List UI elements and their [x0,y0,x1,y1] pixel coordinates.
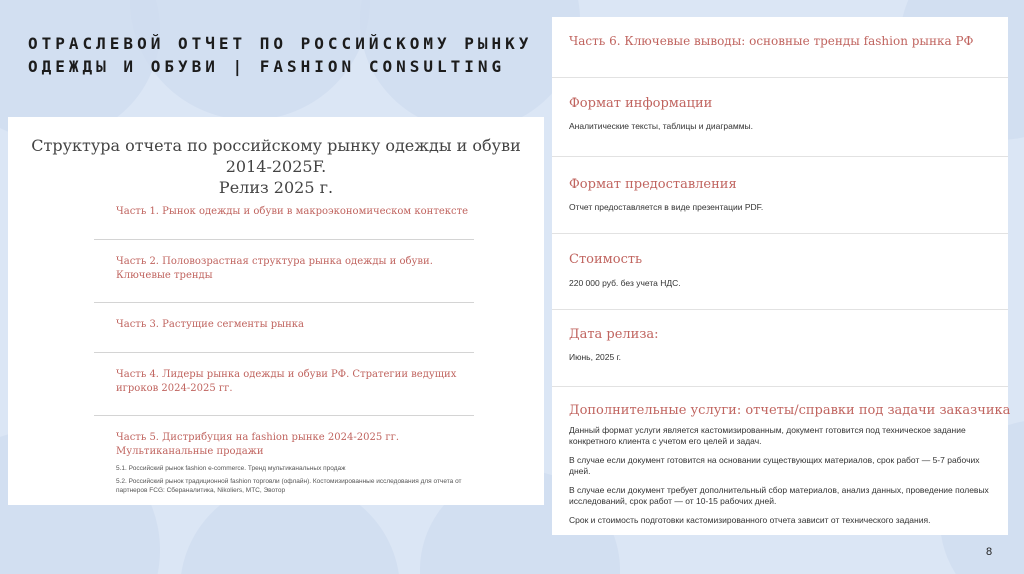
extra-services-title: Дополнительные услуги: отчеты/справки под задачи заказчика [569,403,1011,418]
divider [94,352,474,353]
section-part6 [552,17,1008,78]
divider [94,302,474,303]
toc-item-part3: Часть 3. Растущие сегменты рынка [116,319,304,330]
format-info-title: Формат информации [569,96,713,111]
section-extra-services [552,387,1011,535]
heading-line-2: Релиз 2025 г. [218,178,334,197]
divider [94,239,474,240]
extra-services-p4: Срок и стоимость подготовки кастомизированного отчета зависит от технического задания. [569,515,931,525]
toc-subitem-5-2: 5.2. Российский рынок традиционной fashion торговли (офлайн). Костомизированные исследования для отчета от партнеров FCG: Сбераналитика, Nikoliers, МТС, Эвотор [116,478,462,494]
heading-line-1: Структура отчета по российскому рынку одежды и обуви 2014-2025F. [31,136,521,176]
report-details-panel [552,17,1011,535]
divider [94,415,474,416]
page-number: 8 [986,546,993,558]
extra-services-p2: В случае если документ готовится на основании существующих материалов, срок работ — 5-7 рабочих дней. [569,455,980,476]
format-info-text: Аналитические тексты, таблицы и диаграммы. [569,121,754,131]
release-date-title: Дата релиза: [569,327,659,342]
section-release-date [552,310,1008,387]
extra-services-p3: В случае если документ требует дополнительный сбор материалов, анализ данных, проведение полевых исследований, срок работ — от 10-15 рабочих дней. [569,485,989,506]
toc-item-part4: Часть 4. Лидеры рынка одежды и обуви РФ. Стратегии ведущих игроков 2024-2025 гг. [116,369,457,394]
report-structure-panel [8,117,544,505]
extra-services-p1: Данный формат услуги является кастомизированным, документ готовится под техническое задание конкретного клиента с учетом его целей и задач. [569,425,966,446]
toc-item-part5: Часть 5. Дистрибуция на fashion рынке 2024-2025 гг. Мультиканальные продажи [116,432,400,457]
part6-title: Часть 6. Ключевые выводы: основные тренды fashion рынка РФ [569,34,974,48]
release-date-text: Июнь, 2025 г. [569,352,622,362]
section-price [552,234,1008,310]
section-format-info [552,78,1008,157]
toc-subitem-5-1: 5.1. Российский рынок fashion e-commerce. Тренд мультиканальных продаж [116,465,346,472]
toc-item-part2: Часть 2. Половозрастная структура рынка одежды и обуви. Ключевые тренды [116,256,433,281]
format-delivery-title: Формат предоставления [569,177,737,192]
slide-title: ОТРАСЛЕВОЙ ОТЧЕТ ПО РОССИЙСКОМУ РЫНКУ ОДЕЖДЫ И ОБУВИ | FASHION CONSULTING [28,34,533,76]
section-format-delivery [552,157,1008,234]
price-title: Стоимость [569,252,643,267]
price-text: 220 000 руб. без учета НДС. [569,278,681,288]
report-structure-heading [8,135,544,198]
format-delivery-text: Отчет предоставляется в виде презентации PDF. [569,202,764,212]
toc-item-part1: Часть 1. Рынок одежды и обуви в макроэкономическом контексте [116,206,469,217]
